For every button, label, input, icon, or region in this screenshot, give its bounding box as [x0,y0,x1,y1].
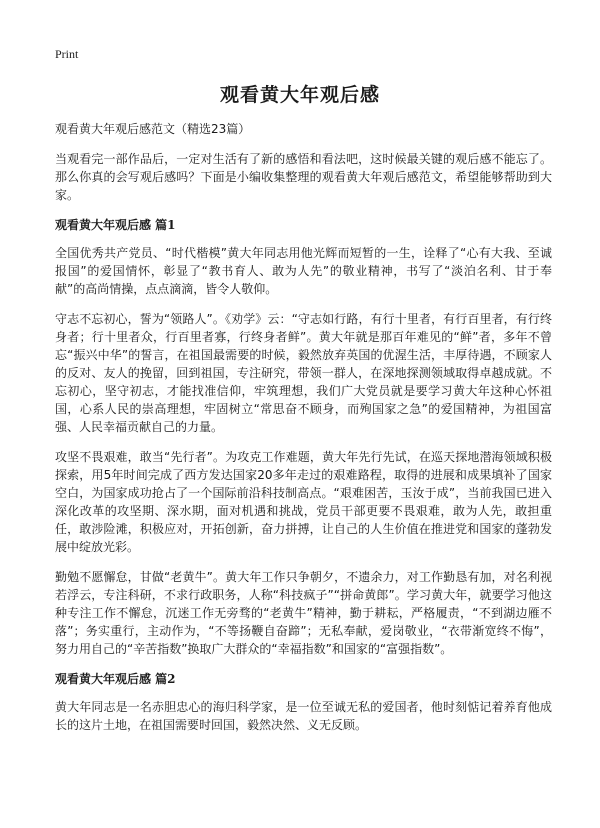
section-2-paragraph-1: 黄大年同志是一名赤胆忠心的海归科学家，是一位至诚无私的爱国者，他时刻惦记着养育他成长的这片土地，在祖国需要时回国，毅然决然、义无反顾。 [55,700,552,732]
print-link[interactable]: Print [55,47,79,61]
article-body [55,120,552,746]
intro-paragraph: 当观看完一部作品后，一定对生活有了新的感悟和看法吧，这时候最关键的观后感不能忘了。那么你真的会写观后感吗？下面是小编收集整理的观看黄大年观后感范文，希望能够帮助到大家。 [55,152,552,202]
page-title: 观看黄大年观后感 [219,84,380,106]
section-1-paragraph-3: 攻坚不畏艰难，敢当“先行者”。为攻克工作难题，黄大年先行先试，在巡天探地潜海领域积极探索，用5年时间完成了西方发达国家20多年走过的艰难路程，取得的进展和成果填补了国家空白，为国家成功抢占了一个国际前沿科技制高点。“艰难困苦，玉汝于成”，当前我国已进入深化改革的攻坚期、深水期，面对机遇和挑战，党员干部更要不畏艰难，敢为人先，敢担重任，敢涉险滩，积极应对，开拓创新，奋力拼搏，让自己的人生价值在推进党和国家的蓬勃发展中绽放光彩。 [55,450,552,554]
section-1-paragraph-2: 守志不忘初心，誓为“领路人”。《劝学》云：“守志如行路，有行十里者，有行百里者，有行终身者；行十里者众，行百里者寡，行终身者鲜”。黄大年就是那百年难见的“鲜”者，多年不曾忘“振兴中华”的誓言，在祖国最需要的时候，毅然放弃英国的优渥生活，丰厚待遇，不顾家人的反对、友人的挽留，回到祖国，专注研究，带领一群人，在深地探测领域取得卓越成就。不忘初心，坚守初志，才能找准信仰，牢筑理想，我们广大党员就是要学习黄大年这种心怀祖国，心系人民的崇高理想，牢固树立“常思奋不顾身，而殉国家之急”的爱国精神，为祖国富强、人民幸福贡献自己的力量。 [55,312,552,434]
article-subtitle: 观看黄大年观后感范文（精选23篇） [55,122,251,136]
section-1-paragraph-4: 勤勉不愿懈怠，甘做“老黄牛”。黄大年工作只争朝夕，不遗余力，对工作勤恳有加，对名利视若浮云，专注科研，不求行政职务，人称“科技疯子”“拼命黄郎”。学习黄大年，就要学习他这种专注工作不懈怠，沉迷工作无旁骛的“老黄牛”精神，勤于耕耘，严格履责，“不到湖边雁不落”；务实重行，主动作为，“不等扬鞭自奋蹄”；无私奉献，爱岗敬业，“衣带渐宽终不悔”，努力用自己的“辛苦指数”换取广大群众的“幸福指数”和国家的“富强指数”。 [55,570,552,656]
section-heading-1: 观看黄大年观后感 篇1 [55,218,176,232]
section-heading-2: 观看黄大年观后感 篇2 [55,672,176,686]
section-1-paragraph-1: 全国优秀共产党员、“时代楷模”黄大年同志用他光辉而短暂的一生，诠释了“心有大我、至诚报国”的爱国情怀，彰显了“教书育人、敢为人先”的敬业精神，书写了“淡泊名利、甘于奉献”的高尚情操，点点滴滴，皆令人敬仰。 [55,246,552,296]
